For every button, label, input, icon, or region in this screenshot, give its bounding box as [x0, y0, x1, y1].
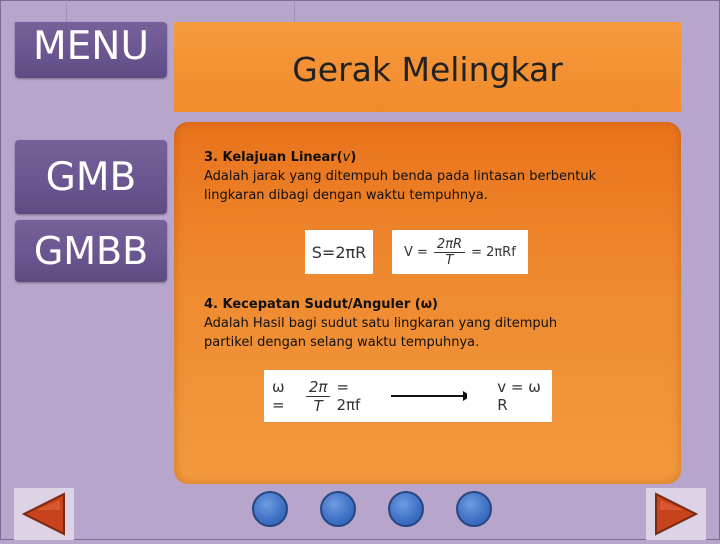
nav-circle-button-4[interactable] [456, 491, 492, 527]
fraction: $\frac{2\pi}{T}$ [306, 378, 331, 415]
section-linear-speed [204, 148, 664, 205]
next-slide-button[interactable] [646, 488, 706, 540]
section-text-line: Adalah Hasil bagi sudut satu lingkaran yang ditempuh [204, 316, 558, 331]
formula-linear-speed: V = $\frac{2\pi R}{T}$ = 2πRf [392, 230, 528, 274]
nav-circle-button-1[interactable] [252, 491, 288, 527]
section-heading: 3. Kelajuan Linear(v) [204, 150, 357, 165]
section-text-line: lingkaran dibagi dengan waktu tempuhnya. [204, 188, 488, 203]
gmbb-button-label: GMBB [33, 229, 149, 273]
arrow-right-icon [389, 390, 467, 402]
menu-button-label: MENU [32, 23, 149, 69]
nav-circle-button-3[interactable] [388, 491, 424, 527]
section-heading: 4. Kecepatan Sudut/Anguler (ω) [204, 297, 438, 312]
formula-angular-speed: ω = $\frac{2\pi}{T}$ = 2πf v = ω R [264, 370, 552, 422]
section-angular-speed [204, 295, 664, 352]
triangle-left-icon [14, 488, 74, 540]
gmbb-button[interactable] [15, 220, 167, 282]
gmb-button-label: GMB [45, 154, 137, 200]
title-box [174, 22, 681, 112]
triangle-right-icon [646, 488, 706, 540]
page-title: Gerak Melingkar [292, 49, 563, 89]
section-text-line: Adalah jarak yang ditempuh benda pada lintasan berbentuk [204, 169, 597, 184]
formula-distance: S=2πR [305, 230, 373, 274]
gmb-button[interactable] [15, 140, 167, 214]
menu-button[interactable] [15, 22, 167, 78]
nav-circle-button-2[interactable] [320, 491, 356, 527]
prev-slide-button[interactable] [14, 488, 74, 540]
section-text-line: partikel dengan selang waktu tempuhnya. [204, 335, 480, 350]
fraction: $\frac{2\pi R}{T}$ [434, 237, 465, 268]
